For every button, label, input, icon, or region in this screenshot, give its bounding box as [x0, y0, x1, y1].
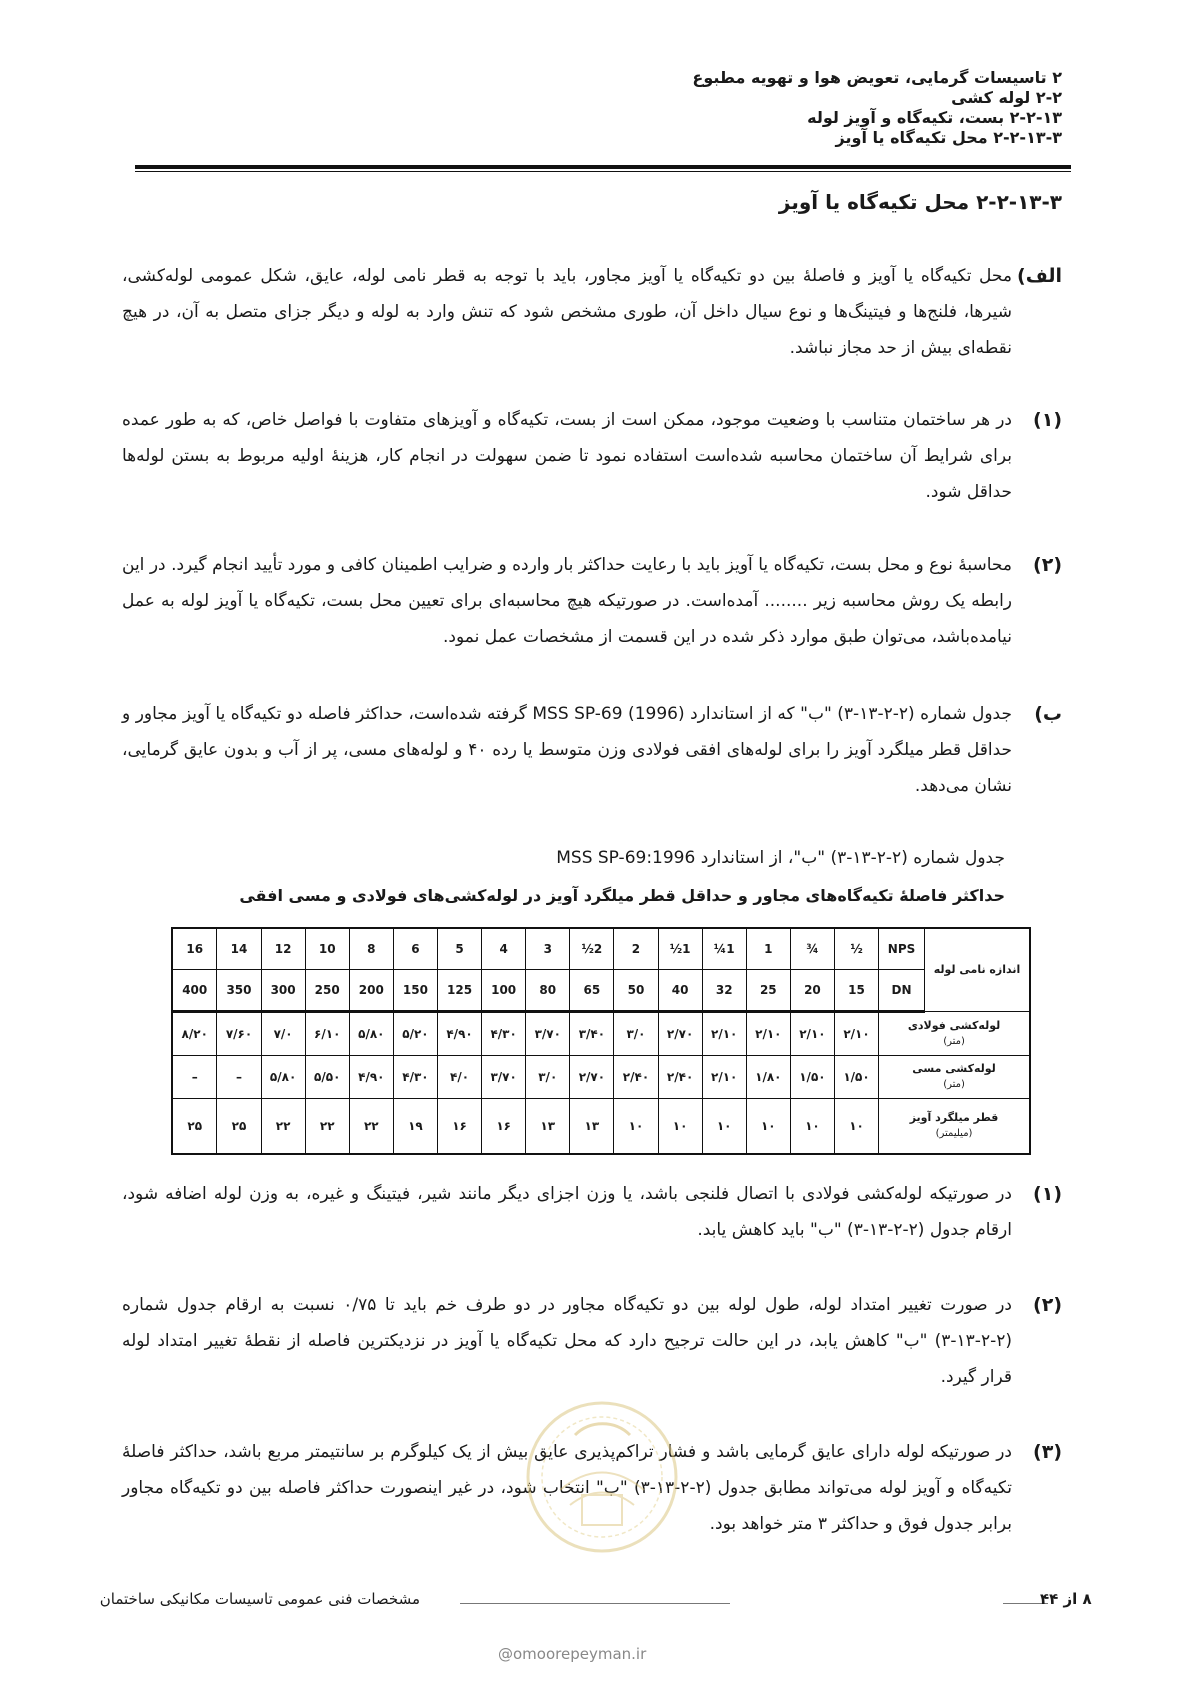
table-cell: 20 [790, 970, 834, 1012]
row-header-unit: (متر) [943, 1079, 965, 1090]
header-rule-thin [135, 171, 1071, 172]
table-cell: 6 [393, 928, 437, 970]
paragraph-alef [122, 258, 1062, 366]
table-cell: 50 [614, 970, 658, 1012]
table-cell: ۲/۱۰ [746, 1012, 790, 1056]
table-cell: 1½ [658, 928, 702, 970]
table-cell: ۲۲ [261, 1099, 305, 1155]
dn-label-cell: DN [879, 970, 925, 1012]
table-cell: 25 [746, 970, 790, 1012]
paragraph-text: در هر ساختمان متناسب با وضعیت موجود، ممکن است از بست، تکیه‌گاه و آویزهای متفاوت با فواصل خاص، که به طور عمده برای شرایط آن ساختمان محاسبه شده‌است استفاده نمود تا ضمن سهولت در انجام کار، هزینهٔ اولیه مربوط به بستن لوله‌ها حداقل شود. [122, 410, 1012, 502]
table-cell: ۵/۵۰ [305, 1056, 349, 1099]
table-cell: ۲۵ [172, 1099, 217, 1155]
table-cell: 1 [746, 928, 790, 970]
row-header-unit: (میلیمتر) [935, 1128, 973, 1139]
table-cell: ۳/۰ [526, 1056, 570, 1099]
header-subsection: ۲-۲-۱۳ بست، تکیه‌گاه و آویز لوله [807, 108, 1062, 127]
table-cell: ۲/۱۰ [834, 1012, 878, 1056]
table-cell: 4 [482, 928, 526, 970]
table-cell: ۱۰ [702, 1099, 746, 1155]
table-cell: 350 [217, 970, 261, 1012]
table-caption: جدول شماره (۲-۲-۱۳-۳) "ب"، از استاندارد MSS SP-69:1996 [556, 848, 1005, 868]
paragraph-marker: (۲) [1033, 1294, 1062, 1316]
table-cell: ½ [834, 928, 878, 970]
table-cell: ۱۳ [570, 1099, 614, 1155]
header-chapter: ۲ تاسیسات گرمایی، تعویض هوا و تهویه مطبوع [692, 68, 1062, 87]
table-cell: 8 [349, 928, 393, 970]
table-cell: 400 [172, 970, 217, 1012]
table-cell: 14 [217, 928, 261, 970]
table-cell: ۱/۵۰ [834, 1056, 878, 1099]
table-row-rod [172, 1099, 1030, 1155]
table-cell: 40 [658, 970, 702, 1012]
table-cell: ۱۰ [790, 1099, 834, 1155]
table-cell: – [217, 1056, 261, 1099]
table-cell: 100 [482, 970, 526, 1012]
table-cell: ۷/۶۰ [217, 1012, 261, 1056]
row-header-label: لوله‌کشی فولادی [907, 1019, 1001, 1032]
row-header-cell [879, 1012, 1030, 1056]
table-cell: ۱۶ [437, 1099, 481, 1155]
paragraph-alef-1 [122, 402, 1062, 510]
header-rule-thick [135, 165, 1071, 169]
table-cell: 2½ [570, 928, 614, 970]
paragraph-marker: الف) [1017, 265, 1062, 287]
table-cell: ۱۹ [393, 1099, 437, 1155]
row-header-cell [879, 1099, 1030, 1155]
nps-label-cell: NPS [879, 928, 925, 970]
paragraph-text: محل تکیه‌گاه یا آویز و فاصلهٔ بین دو تکیه‌گاه یا آویز مجاور، باید با توجه به قطر نامی لوله، عایق، شکل عمومی لوله‌کشی، شیرها، فلنج‌ها و فیتینگ‌ها و نوع سیال داخل آن، طوری مشخص شود که تنش وارد به لوله و دیگر جزای متصل به آن، در هیچ نقطه‌ای بیش از حد مجاز نباشد. [122, 266, 1012, 358]
footer-site-handle: @omoorepeyman.ir [498, 1645, 647, 1663]
paragraph-text: محاسبهٔ نوع و محل بست، تکیه‌گاه یا آویز باید با رعایت حداکثر بار وارده و ضرایب اطمینان کافی و مورد تأیید انجام گیرد. در این رابطه یک روش محاسبه زیر ........ آمده‌است. در صورتیکه هیچ محاسبه‌ای برای تعیین محل بست، تکیه‌گاه یا آویز لوله به عمل نیامده‌باشد، می‌توان طبق موارد ذکر شده در این قسمت از مشخصات عمل نمود. [122, 555, 1012, 647]
paragraph-marker: (۱) [1033, 1183, 1062, 1205]
footer-title: مشخصات فنی عمومی تاسیسات مکانیکی ساختمان [99, 1590, 420, 1608]
table-row-copper [172, 1056, 1030, 1099]
header-topic: ۲-۲-۱۳-۳ محل تکیه‌گاه یا آویز [835, 128, 1062, 147]
paragraph-text: در صورتیکه لوله دارای عایق گرمایی باشد و فشار تراکم‌پذیری عایق بیش از یک کیلوگرم بر سانتیمتر مربع باشد، حداکثر فاصلهٔ تکیه‌گاه و آویز لوله می‌تواند مطابق جدول (۲-۲-۱۳-۳) "ب" انتخاب شود، در غیر اینصورت حداکثر فاصله بین دو تکیه‌گاه مجاور برابر جدول فوق و حداکثر ۳ متر خواهد بود. [122, 1442, 1013, 1534]
table-cell: ۲/۱۰ [702, 1012, 746, 1056]
table-cell: ۳/۷۰ [482, 1056, 526, 1099]
table-cell: ۴/۹۰ [349, 1056, 393, 1099]
table-cell: ۲۲ [305, 1099, 349, 1155]
paragraph-marker: (۱) [1033, 409, 1062, 431]
table-title: حداکثر فاصلهٔ تکیه‌گاه‌های مجاور و حداقل قطر میلگرد آویز در لوله‌کشی‌های فولادی و مسی افقی [239, 886, 1005, 905]
size-header-cell: اندازه نامی لوله [925, 928, 1031, 1012]
watermark-logo [520, 1395, 685, 1555]
table-cell: ۵/۸۰ [261, 1056, 305, 1099]
table-cell: ۱۳ [526, 1099, 570, 1155]
header-section: ۲-۲ لوله کشی [951, 88, 1062, 107]
table-cell: ۱۰ [658, 1099, 702, 1155]
paragraph-marker: (۲) [1033, 554, 1062, 576]
table-cell: ۷/۰ [261, 1012, 305, 1056]
table-cell: 3 [526, 928, 570, 970]
table-cell: ۱/۵۰ [790, 1056, 834, 1099]
row-header-unit: (متر) [943, 1036, 965, 1047]
table-cell: 2 [614, 928, 658, 970]
table-cell: 250 [305, 970, 349, 1012]
table-cell: 200 [349, 970, 393, 1012]
table-row-dn [172, 970, 1030, 1012]
footer-page-number: ۸ از ۴۴ [1040, 1590, 1092, 1608]
paragraph-text: در صورت تغییر امتداد لوله، طول لوله بین دو تکیه‌گاه مجاور در دو طرف خم باید تا ۰/۷۵ نسبت به ارقام جدول شماره (۲-۲-۱۳-۳) "ب" کاهش یابد، در این حالت ترجیح دارد که محل تکیه‌گاه یا آویز در نزدیکترین فاصله از نقطهٔ تغییر امتداد لوله قرار گیرد. [122, 1295, 1012, 1387]
table-cell: ۱۰ [834, 1099, 878, 1155]
table-cell: ۳/۷۰ [526, 1012, 570, 1056]
paragraph-marker: (۳) [1033, 1441, 1062, 1463]
table-cell: ۱/۸۰ [746, 1056, 790, 1099]
table-cell: ۴/۳۰ [393, 1056, 437, 1099]
page-header [122, 68, 1062, 148]
table-row-nps [172, 928, 1030, 970]
table-cell: ۳/۰ [614, 1012, 658, 1056]
table-cell: ۲۲ [349, 1099, 393, 1155]
table-cell: ۳/۴۰ [570, 1012, 614, 1056]
paragraph-text: جدول شماره (۲-۲-۱۳-۳) "ب" که از استاندارد MSS SP-69 (1996) گرفته شده‌است، حداکثر فاصله دو تکیه‌گاه یا آویز مجاور و حداقل قطر میلگرد آویز را برای لوله‌های افقی فولادی وزن متوسط یا رده ۴۰ و لوله‌های مسی، پر از آب و بدون عایق گرمایی، نشان می‌دهد. [122, 704, 1012, 796]
table-cell: ۴/۳۰ [482, 1012, 526, 1056]
table-cell: ۴/۰ [437, 1056, 481, 1099]
table-cell: 80 [526, 970, 570, 1012]
table-cell: ۵/۸۰ [349, 1012, 393, 1056]
table-cell: ۱۰ [746, 1099, 790, 1155]
table-cell: 16 [172, 928, 217, 970]
table-cell: 32 [702, 970, 746, 1012]
table-cell: ۲/۷۰ [658, 1012, 702, 1056]
table-cell: 1¼ [702, 928, 746, 970]
table-cell: 65 [570, 970, 614, 1012]
table-cell: ۲/۱۰ [702, 1056, 746, 1099]
row-header-label: قطر میلگرد آویز [909, 1111, 999, 1124]
table-cell: ۴/۹۰ [437, 1012, 481, 1056]
table-cell: ۱۶ [482, 1099, 526, 1155]
section-title: ۲-۲-۱۳-۳ محل تکیه‌گاه یا آویز [778, 190, 1062, 214]
table-cell: 5 [437, 928, 481, 970]
footer-rule [460, 1603, 730, 1604]
paragraph-text: در صورتیکه لوله‌کشی فولادی با اتصال فلنجی باشد، یا وزن اجزای دیگر مانند شیر، فیتینگ و غیره، به وزن لوله اضافه شود، ارقام جدول (۲-۲-۱۳-۳) "ب" باید کاهش یابد. [122, 1184, 1012, 1240]
table-cell: ¾ [790, 928, 834, 970]
paragraph-alef-2 [122, 547, 1062, 655]
row-header-cell [879, 1056, 1030, 1099]
table-cell: 150 [393, 970, 437, 1012]
paragraph-be-2 [122, 1287, 1062, 1395]
table-cell: ۲/۴۰ [614, 1056, 658, 1099]
table-cell: ۱۰ [614, 1099, 658, 1155]
table-cell: – [172, 1056, 217, 1099]
table-cell: ۸/۲۰ [172, 1012, 217, 1056]
table-cell: ۲۵ [217, 1099, 261, 1155]
table-cell: 10 [305, 928, 349, 970]
table-row-steel [172, 1012, 1030, 1056]
table-cell: ۲/۴۰ [658, 1056, 702, 1099]
table-cell: 12 [261, 928, 305, 970]
table-cell: 125 [437, 970, 481, 1012]
table-cell: 300 [261, 970, 305, 1012]
paragraph-be-1 [122, 1176, 1062, 1248]
table-cell: ۶/۱۰ [305, 1012, 349, 1056]
paragraph-be [122, 696, 1062, 804]
table-cell: 15 [834, 970, 878, 1012]
table-cell: ۲/۷۰ [570, 1056, 614, 1099]
row-header-label: لوله‌کشی مسی [912, 1062, 996, 1075]
table-cell: ۲/۱۰ [790, 1012, 834, 1056]
spacing-table [171, 927, 1031, 1155]
paragraph-marker: ب) [1034, 703, 1062, 725]
table-cell: ۵/۲۰ [393, 1012, 437, 1056]
